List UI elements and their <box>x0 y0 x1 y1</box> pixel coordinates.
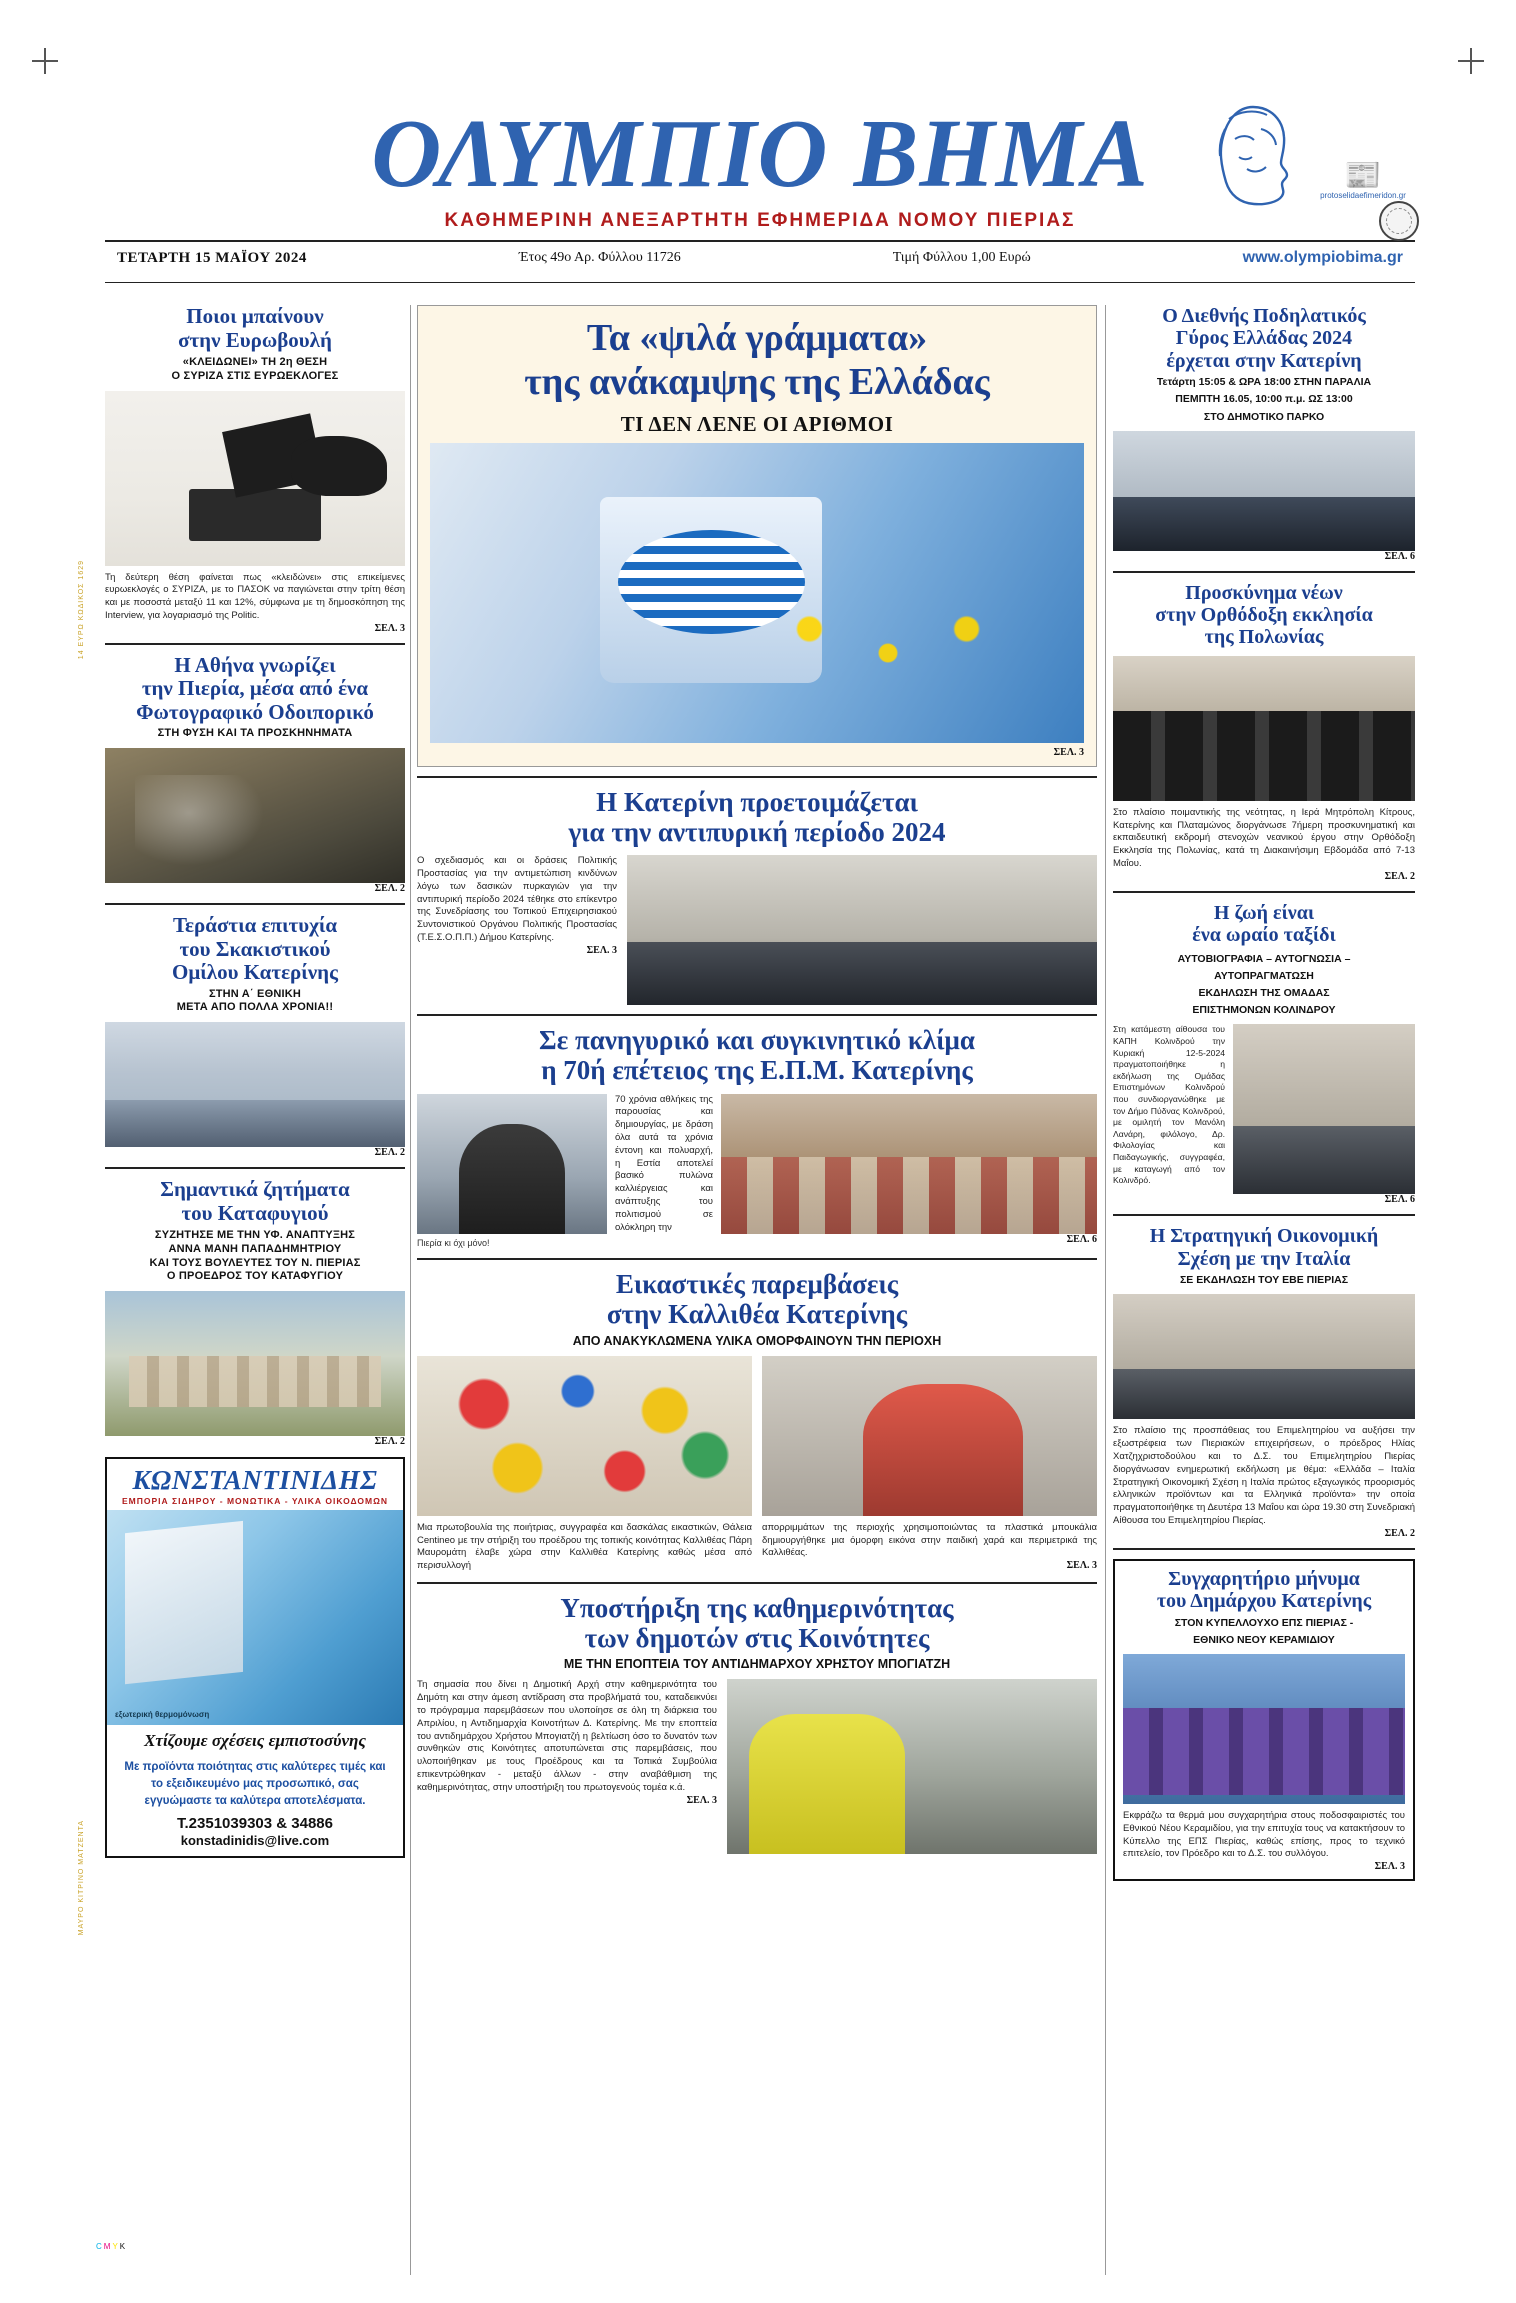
kicker-2: ΑΝΝΑ ΜΑΝΗ ΠΑΠΑΔΗΜΗΤΡΙΟΥ <box>168 1242 342 1255</box>
headline-line2: Γύρος Ελλάδας 2024 <box>1175 327 1353 350</box>
article-body: Τη σημασία που δίνει η Δημοτική Αρχή στην καθημερινότητα του Δημότη και στην άμεση αντίδραση στα προβλήματά του, καταδεικνύει το πρόγραμμα παρεμβάσεων που υλοποίησε σε όλη τη διάρκεια του Απριλίου, η Αντιδημαρχία Κοινοτήτων Δ. Κατερίνης. Με την εποπτεία του αντιδημάρχου Χρήστου Μπογιατζή η βελτίωση όσο το δυνατόν των συνθηκών στις Κοινότητες αποτυπώνεται στις παρεμβάσεις, που υλοποιήθηκαν με τους Προέδρους και τα Τοπικά Συμβούλια επικεντρώθηκαν - μεταξύ άλλων - στην αναβάθμιση της καθημερινότητας, στην υποστήριξη του πρωτογενούς τομέα κ.ά. <box>417 1679 717 1793</box>
ad-slogan: Χτίζουμε σχέσεις εμπιστοσύνης <box>144 1731 366 1751</box>
kicker-4: Ο ΠΡΟΕΔΡΟΣ ΤΟΥ ΚΑΤΑΦΥΓΙΟΥ <box>166 1270 344 1283</box>
page-ref: ΣΕΛ. 3 <box>586 944 617 956</box>
photo-press-conference <box>1113 431 1415 551</box>
headline-line2: ένα ωραίο ταξίδι <box>1192 924 1336 947</box>
headline-line3: της Πολωνίας <box>1204 626 1324 649</box>
issue-price: Τιμή Φύλλου 1,00 Ευρώ <box>892 250 1031 265</box>
headline-line3: έρχεται στην Κατερίνη <box>1166 349 1362 372</box>
website-link[interactable]: www.olympiobima.gr <box>1242 249 1403 266</box>
divider <box>417 1258 1097 1260</box>
ad-text: Με προϊόντα ποιότητας στις καλύτερες τιμές και το εξειδικευμένο μας προσωπικό, σας εγγυώμαστε τα καλύτερα αποτελέσματα. <box>124 1761 386 1807</box>
kicker-3: ΣΤΟ ΔΗΜΟΤΙΚΟ ΠΑΡΚΟ <box>1203 410 1325 423</box>
article-body: Στο πλαίσιο της προσπάθειας του Επιμελητηρίου να αυξήσει την εξωστρέφεια των Πιεριακών επιχειρήσεων, ο πρόεδρος Ηλίας Χατζηχριστοδούλου και το Δ.Σ. του Επιμελητηρίου Πιερίας διοργάνωσαν ενημερωτική εκδήλωση με θέμα: «Ελλάδα – Ιταλία Στρατηγική Οικονομική Σχέση η Ιταλία πρώτος εξαγωγικός προορισμός ελληνικών προϊόντων και τα Ελληνικά προϊόντα» την οποία πραγματοποιήθηκε τη Δευτέρα 13 Μαΐου και ώρα 19.30 στη Συνεδριακή Αίθουσα του Επιμελητηρίου Πιερίας. <box>1113 1425 1415 1527</box>
lead-headline-line1: Τα «ψιλά γράμματα» <box>586 317 928 359</box>
lead-subheadline: ΤΙ ΔΕΝ ΛΕΝΕ ΟΙ ΑΡΙΘΜΟΙ <box>620 411 894 436</box>
article-community-support[interactable] <box>417 1593 1097 1854</box>
divider <box>1113 1548 1415 1550</box>
divider <box>105 643 405 645</box>
photo-festival <box>721 1094 1097 1234</box>
cmyk-marks: CMYK <box>96 2242 128 2251</box>
ad-email[interactable]: konstadinidis@live.com <box>180 1833 330 1849</box>
headline-line3: Φωτογραφικό Οδοιπορικό <box>136 699 374 724</box>
ad-photo-caption: εξωτερική θερμομόνωση <box>115 1710 210 1720</box>
article-art-kallithea[interactable] <box>417 1269 1097 1573</box>
kicker-1: «ΚΛΕΙΔΩΝΕΙ» ΤΗ 2η ΘΕΣΗ <box>182 356 328 369</box>
ad-photo <box>107 1510 403 1725</box>
article-euro-elections[interactable] <box>105 305 405 634</box>
article-life-journey[interactable] <box>1113 902 1415 1205</box>
photo-chess-team <box>105 1022 405 1147</box>
middle-column <box>417 305 1097 1854</box>
page-ref: ΣΕΛ. 6 <box>1384 1194 1415 1206</box>
headline: Τεράστια επιτυχία <box>172 913 338 938</box>
headline-line1: Εικαστικές παρεμβάσεις <box>615 1269 899 1300</box>
page-ref: ΣΕΛ. 3 <box>1374 1861 1405 1873</box>
newspaper-logo: ΟΛΥΜΠΙΟ ΒΗΜΑ <box>371 100 1149 207</box>
headline-line1: Σε πανηγυρικό και συγκινητικό κλίμα <box>539 1025 975 1056</box>
article-cycling-tour[interactable] <box>1113 305 1415 562</box>
portal-badge <box>1303 161 1423 200</box>
headline: Σημαντικά ζητήματα <box>160 1177 350 1202</box>
headline-line2: για την αντιπυρική περίοδο 2024 <box>568 816 946 847</box>
anniversary-seal-icon <box>1379 201 1419 241</box>
advertisement-konstantinidis[interactable] <box>105 1457 405 1858</box>
article-katafygi[interactable] <box>105 1178 405 1447</box>
headline-line1: Συγχαρητήριο μήνυμα <box>1168 1567 1360 1590</box>
photo-ballot-box <box>105 391 405 566</box>
photo-greek-flag-coins <box>430 443 1084 743</box>
lead-headline-line2: της ανάκαμψης της Ελλάδας <box>524 360 990 403</box>
page-ref: ΣΕΛ. 2 <box>1384 870 1415 882</box>
headline-line2: στην Ορθόδοξη εκκλησία <box>1155 604 1373 627</box>
headline: Ποιοι μπαίνουν <box>186 304 324 328</box>
article-mayor-congratulations[interactable] <box>1113 1559 1415 1881</box>
article-body: Ο σχεδιασμός και οι δράσεις Πολιτικής Προστασίας για την αντιμετώπιση κινδύνων λόγω των δασικών πυρκαγιών για την αντιπυρική περίοδο 2024 τέθηκε στο επίκεντρο της Συνεδρίασης του Τοπικού Επιχειρησιακού Συντονιστικού Οργάνου Πολιτικής Προστασίας (Τ.Ε.Σ.Ο.Π.Π.) Δήμου Κατερίνης. <box>417 855 617 943</box>
headline-line2: στην Ευρωβουλή <box>178 327 332 352</box>
kicker: ΣΤΗ ΦΥΣΗ ΚΑΙ ΤΑ ΠΡΟΣΚΗΝΗΜΑΤΑ <box>157 727 353 740</box>
photo-recycled-flowers <box>417 1356 752 1516</box>
divider <box>105 903 405 905</box>
page-ref: ΣΕΛ. 2 <box>1384 1527 1415 1539</box>
headline-line2: του Καταφυγιού <box>181 1200 329 1225</box>
headline-line1: Ο Διεθνής Ποδηλατικός <box>1162 305 1366 327</box>
registration-mark-top-left <box>32 48 58 74</box>
kicker-4: ΕΠΙΣΤΗΜΟΝΩΝ ΚΟΛΙΝΔΡΟΥ <box>1192 1004 1336 1017</box>
headline-line2: του Δημάρχου Κατερίνης <box>1156 1590 1372 1613</box>
photo-football-team <box>1123 1654 1405 1804</box>
kicker-2: ΜΕΤΑ ΑΠΟ ΠΟΛΛΑ ΧΡΟΝΙΑ!! <box>176 1001 334 1014</box>
headline-line1: Η ζωή είναι <box>1213 901 1315 924</box>
print-marks-left-bottom: ΜΑΥΡΟ ΚΙΤΡΙΝΟ ΜΑΤΖΕΝΤΑ <box>78 1820 85 1936</box>
kicker-1: Τετάρτη 15:05 & ΩΡΑ 18:00 ΣΤΗΝ ΠΑΡΑΛΙΑ <box>1156 376 1372 389</box>
masthead <box>105 100 1415 283</box>
masthead-info-row <box>105 242 1415 274</box>
masthead-subtitle: ΚΑΘΗΜΕΡΙΝΗ ΑΝΕΞΑΡΤΗΤΗ ΕΦΗΜΕΡΙΔΑ ΝΟΜΟΥ ΠΙΕΡΙΑΣ <box>444 210 1076 231</box>
article-body: Εκφράζω τα θερμά μου συγχαρητήρια στους ποδοσφαιριστές του Εθνικού Νέου Κεραμιδίου, για την επιτυχία τους να κατακτήσουν το Κύπελλο της ΕΠΣ Πιερίας, καθώς επίσης, προς το τεχνικό επιτελείο, τον Πρόεδρο και το Δ.Σ. του συλλόγου. <box>1123 1809 1405 1860</box>
headline-line2: των δημοτών στις Κοινότητες <box>584 1623 930 1654</box>
photo-caption: Πιερία κι όχι μόνο! <box>417 1237 490 1248</box>
photo-event-audience <box>1233 1024 1415 1194</box>
kicker-2: ΕΘΝΙΚΟ ΝΕΟΥ ΚΕΡΑΜΙΔΙΟΥ <box>1193 1633 1335 1646</box>
page-ref: ΣΕΛ. 3 <box>374 622 405 634</box>
headline-line1: Η Κατερίνη προετοιμάζεται <box>596 786 918 817</box>
headline-line1: Προσκύνημα νέων <box>1185 581 1343 604</box>
kicker-1: ΑΥΤΟΒΙΟΓΡΑΦΙΑ – ΑΥΤΟΓΝΩΣΙΑ – <box>1177 952 1351 965</box>
headline: Η Αθήνα γνωρίζει <box>174 652 336 677</box>
article-body: Στη κατάμεστη αίθουσα του ΚΑΠΗ Κολινδρού την Κυριακή 12-5-2024 πραγματοποιήθηκε η εκδήλωση της Ομάδας Επιστημόνων Κολινδρού που συνδιοργανώθηκε με τον Δήμο Πύδνας Κολινδρού, με ομιλητή τον Μανόλη Λανάρη, φιλόλογο, Δρ. Φιλολογίας και Παιδαγωγικής, συγγραφέα, με καταγωγή από τον Κολινδρό. <box>1113 1024 1225 1186</box>
kicker-1: ΣΤΟΝ ΚΥΠΕΛΛΟΥΧΟ ΕΠΣ ΠΙΕΡΙΑΣ - <box>1174 1616 1354 1629</box>
subheadline: ΑΠΟ ΑΝΑΚΥΚΛΩΜΕΝΑ ΥΛΙΚΑ ΟΜΟΡΦΑΙΝΟΥΝ ΤΗΝ ΠΕΡΙΟΧΗ <box>572 1333 942 1348</box>
ad-phone[interactable]: Τ.2351039303 & 34886 <box>177 1815 333 1833</box>
column-divider-1 <box>410 305 411 2275</box>
page-ref: ΣΕΛ. 2 <box>374 1147 405 1159</box>
ad-company-tagline: ΕΜΠΟΡΙΑ ΣΙΔΗΡΟΥ - ΜΟΝΩΤΙΚΑ - ΥΛΙΚΑ ΟΙΚΟΔΟΜΩΝ <box>121 1496 389 1507</box>
photo-speaker <box>417 1094 607 1234</box>
kicker-1: ΣΤΗΝ Α΄ ΕΘΝΙΚΗ <box>208 987 302 1000</box>
photo-artist <box>762 1356 1097 1516</box>
article-body: 70 χρόνια αθλήκεις της παρουσίας και δημιουργίας, με δράση όλα αυτά τα χρόνια έντονη και πολυαρχή, η Εστία αποτελεί βασικό πυλώνα καλλιέργειας και ανάπτυξης του πολιτισμού σε ολόκληρη την <box>615 1093 713 1233</box>
article-epm-anniversary[interactable] <box>417 1025 1097 1249</box>
article-fire-season[interactable] <box>417 787 1097 1005</box>
issue-date: ΤΕΤΑΡΤΗ 15 ΜΑΪΟΥ 2024 <box>117 249 307 266</box>
kicker-2: ΠΕΜΠΤΗ 16.05, 10:00 π.μ. ΩΣ 13:00 <box>1175 393 1353 406</box>
kicker-2: ΑΥΤΟΠΡΑΓΜΑΤΩΣΗ <box>1214 969 1314 982</box>
page-ref: ΣΕΛ. 3 <box>1053 746 1084 758</box>
column-divider-2 <box>1105 305 1106 2275</box>
right-column <box>1113 305 1415 1881</box>
divider <box>417 776 1097 778</box>
photo-municipal-worker <box>727 1679 1097 1854</box>
divider <box>1113 891 1415 893</box>
masthead-rule-2 <box>105 282 1415 283</box>
page-ref: ΣΕΛ. 6 <box>1384 550 1415 562</box>
headline-line3: Ομίλου Κατερίνης <box>172 960 338 985</box>
headline-line1: Η Στρατηγική Οικονομική <box>1149 1225 1379 1248</box>
portal-label: protoselidaefimeridon.gr <box>1320 191 1406 200</box>
kicker: ΣΕ ΕΚΔΗΛΩΣΗ ΤΟΥ ΕΒΕ ΠΙΕΡΙΑΣ <box>1180 1274 1348 1287</box>
article-italy-economy[interactable] <box>1113 1225 1415 1538</box>
headline-line2: του Σκακιστικού <box>179 936 331 961</box>
divider <box>105 1167 405 1169</box>
article-chess-club[interactable] <box>105 914 405 1158</box>
divider <box>417 1014 1097 1016</box>
article-photo-tour[interactable] <box>105 654 405 894</box>
registration-mark-top-right <box>1458 48 1484 74</box>
page-ref: ΣΕΛ. 3 <box>686 1794 717 1806</box>
headline-line2: η 70ή επέτειος της Ε.Π.Μ. Κατερίνης <box>541 1055 973 1086</box>
headline-line1: Υποστήριξη της καθημερινότητας <box>560 1592 954 1623</box>
left-column <box>105 305 405 1858</box>
issue-number: Έτος 49ο Αρ. Φύλλου 11726 <box>518 250 681 265</box>
divider <box>1113 1214 1415 1216</box>
headline-line2: στην Καλλιθέα Κατερίνης <box>606 1299 908 1330</box>
headline-line2: Σχέση με την Ιταλία <box>1177 1247 1351 1270</box>
photo-chamber-event <box>1113 1294 1415 1419</box>
kiosk-icon: 📰 <box>1344 159 1382 192</box>
photo-cave <box>105 748 405 883</box>
kicker-3: ΕΚΔΗΛΩΣΗ ΤΗΣ ΟΜΑΔΑΣ <box>1198 987 1330 1000</box>
headline-line2: την Πιερία, μέσα από ένα <box>141 676 369 701</box>
page-ref: ΣΕΛ. 3 <box>1066 1560 1097 1572</box>
lead-article-recovery[interactable] <box>417 305 1097 767</box>
page-ref: ΣΕΛ. 2 <box>374 883 405 895</box>
page-ref: ΣΕΛ. 6 <box>1066 1233 1097 1245</box>
divider <box>1113 571 1415 573</box>
photo-fire-meeting <box>627 855 1097 1005</box>
article-body-left: Μια πρωτοβουλία της ποιήτριας, συγγραφέα και δασκάλας εικαστικών, Θάλεια Centineo με την στήριξη του προέδρου της τοπικής κοινότητας Καλλιθέας Πάρη Μαυρομάτη έλαβε χώρα στην Καλλιθέα Κατερίνης καθώς μέσα από περισυλλογή <box>417 1521 752 1572</box>
article-body: Τη δεύτερη θέση φαίνεται πως «κλειδώνει» στις επικείμενες ευρωεκλογές ο ΣΥΡΙΖΑ, με το ΠΑΣΟΚ να παγιώνεται στην τρίτη θέση και με ποσοστά μεταξύ 11 και 12%, σύμφωνα με τη δημοσκόπηση της Interview, για λογαριασμό της Politic. <box>105 571 405 621</box>
zeus-head-logo-icon <box>1195 99 1305 219</box>
page-ref: ΣΕΛ. 2 <box>374 1436 405 1448</box>
article-poland-pilgrimage[interactable] <box>1113 582 1415 882</box>
kicker-2: Ο ΣΥΡΙΖΑ ΣΤΙΣ ΕΥΡΩΕΚΛΟΓΕΣ <box>171 369 339 382</box>
photo-clergy <box>1113 656 1415 801</box>
subheadline: ΜΕ ΤΗΝ ΕΠΟΠΤΕΙΑ ΤΟΥ ΑΝΤΙΔΗΜΑΡΧΟΥ ΧΡΗΣΤΟΥ ΜΠΟΓΙΑΤΖΗ <box>563 1657 951 1672</box>
article-body: Στο πλαίσιο ποιμαντικής της νεότητας, η Ιερά Μητρόπολη Κίτρους, Κατερίνης και Πλαταμώνος διοργάνωσε 7ήμερη προσκυνηματική και εκπαιδευτική εκδρομή στενοχών νεανικού έργου στην Ορθόδοξη Εκκλησία της Πολωνίας, κατά τη Διακαινήσιμη Εβδομάδα από 7-13 Μαΐου. <box>1113 806 1415 870</box>
photo-village <box>105 1291 405 1436</box>
kicker-3: ΚΑΙ ΤΟΥΣ ΒΟΥΛΕΥΤΕΣ ΤΟΥ Ν. ΠΙΕΡΙΑΣ <box>149 1256 361 1269</box>
article-body-right: απορριμμάτων της περιοχής χρησιμοποιώντας τα πλαστικά μπουκάλια δημιουργήθηκε μια όμορφη εικόνα στην παιδική χαρά και περιμετρικά της Καλλιθέας. <box>762 1521 1097 1559</box>
print-marks-left-top: 14 ΕΥΡΩ ΚΩΔΙΚΟΣ 1629 <box>78 560 85 660</box>
kicker-1: ΣΥΖΗΤΗΣΕ ΜΕ ΤΗΝ ΥΦ. ΑΝΑΠΤΥΞΗΣ <box>154 1229 356 1242</box>
ad-company-name: ΚΩΝΣΤΑΝΤΙΝΙΔΗΣ <box>132 1465 378 1496</box>
divider <box>417 1582 1097 1584</box>
